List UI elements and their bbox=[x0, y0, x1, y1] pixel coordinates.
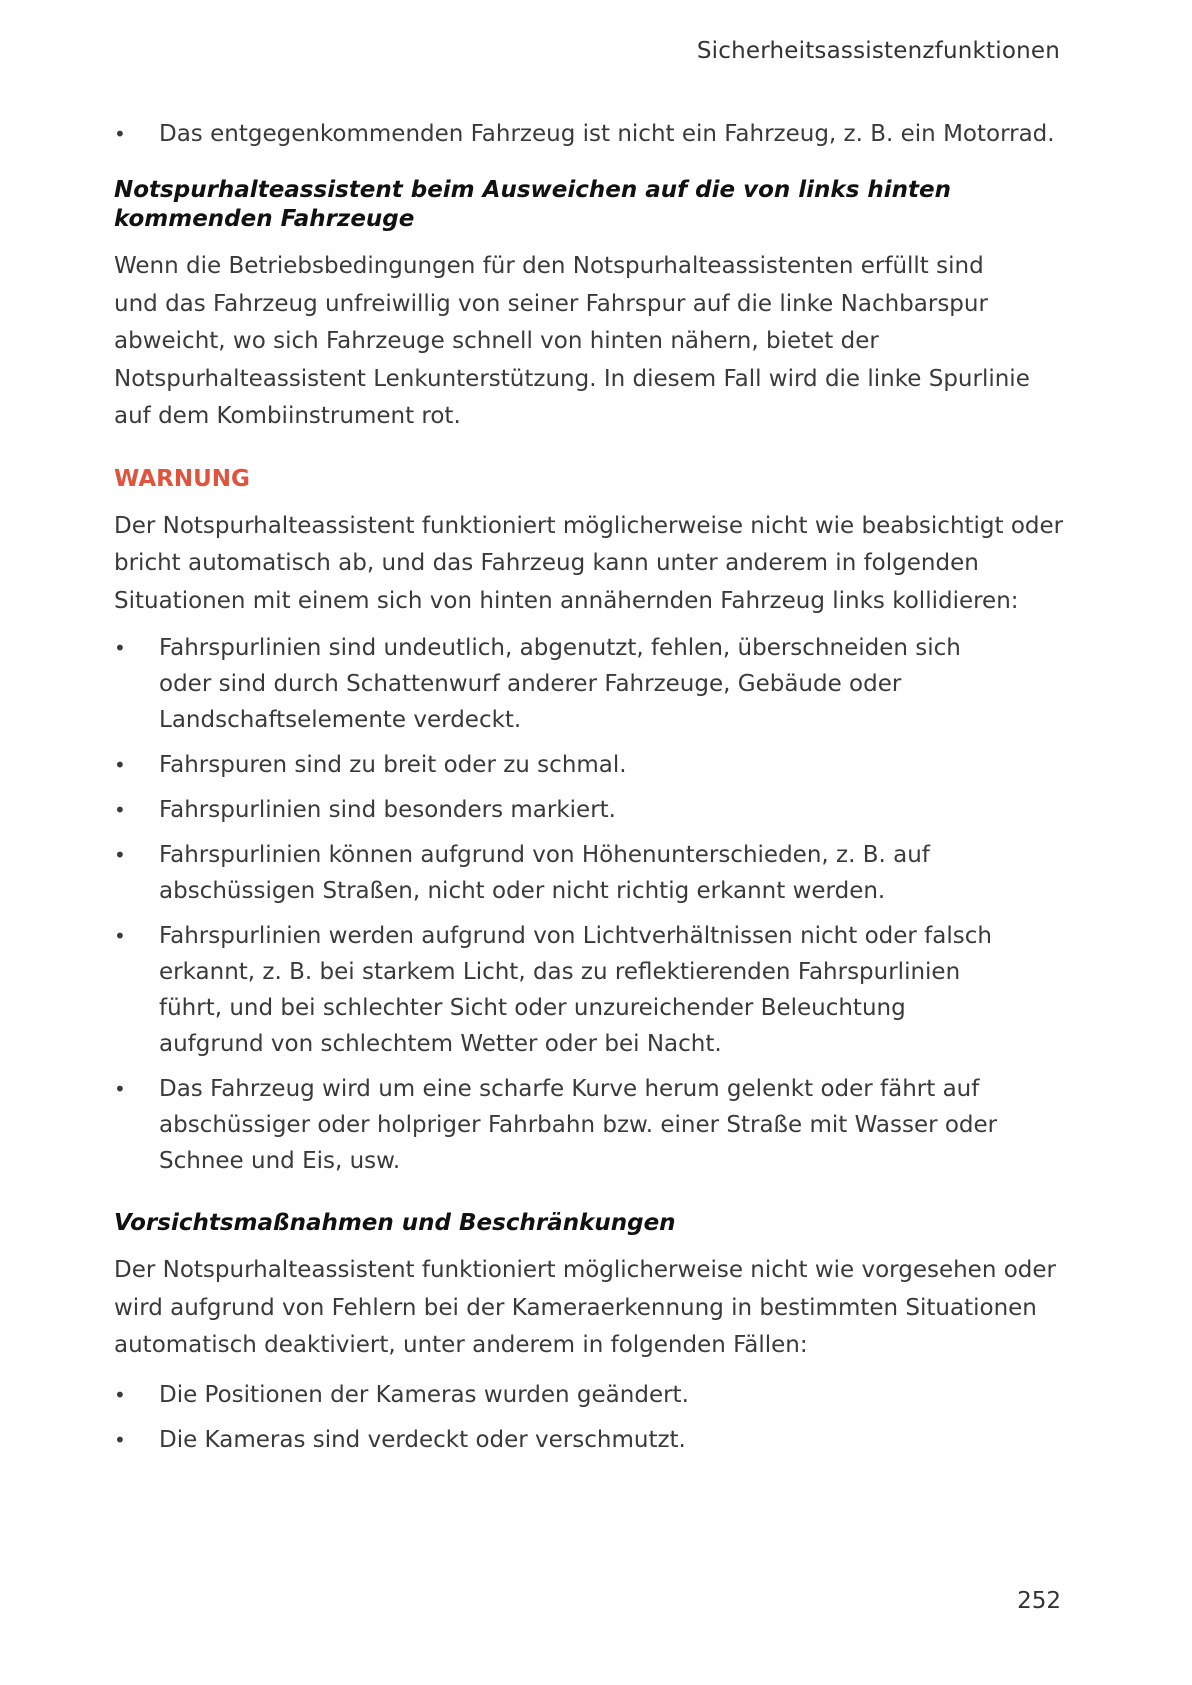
list-item: • Die Kameras sind verdeckt oder verschmutzt. bbox=[114, 1422, 1074, 1458]
list-item: • Das entgegenkommenden Fahrzeug ist nicht ein Fahrzeug, z. B. ein Motorrad. bbox=[114, 116, 1074, 152]
list-item: • Fahrspurlinien werden aufgrund von Lichtverhältnissen nicht oder falsch erkannt, z. B. bei starkem Licht, das zu reflektierenden Fahrspurlinien führt, und bei schlechter Sicht oder unzureichender Beleuchtung aufgrund von schlechtem Wetter oder bei Nacht. bbox=[114, 918, 1014, 1062]
section-body-precautions: Der Notspurhalteassistent funktioniert möglicherweise nicht wie vorgesehen oder wird aufgrund von Fehlern bei der Kameraerkennung in bestimmten Situationen automatisch deaktiviert, unter anderem in folgenden Fällen: bbox=[114, 1257, 1057, 1358]
list-item: • Fahrspurlinien sind undeutlich, abgenutzt, fehlen, überschneiden sich oder sind durch Schattenwurf anderer Fahrzeuge, Gebäude oder Landschaftselemente verdeckt. bbox=[114, 630, 1014, 738]
warning-bullet-list bbox=[114, 630, 1014, 1179]
running-header: Sicherheitsassistenzfunktionen bbox=[696, 38, 1060, 64]
list-item: • Fahrspuren sind zu breit oder zu schmal. bbox=[114, 747, 1014, 783]
page-content bbox=[114, 116, 1074, 1467]
warning-label: WARNUNG bbox=[114, 465, 250, 492]
intro-bullet-list bbox=[114, 116, 1074, 152]
list-item: • Die Positionen der Kameras wurden geändert. bbox=[114, 1377, 1074, 1413]
list-item: • Das Fahrzeug wird um eine scharfe Kurve herum gelenkt oder fährt auf abschüssiger oder holpriger Fahrbahn bzw. einer Straße mit Wasser oder Schnee und Eis, usw. bbox=[114, 1071, 1014, 1179]
list-item: • Fahrspurlinien sind besonders markiert. bbox=[114, 792, 1014, 828]
section-heading-precautions: Vorsichtsmaßnahmen und Beschränkungen bbox=[114, 1210, 676, 1236]
section-body-emergency-lane: Wenn die Betriebsbedingungen für den Notspurhalteassistenten erfüllt sind und das Fahrzeug unfreiwillig von seiner Fahrspur auf die linke Nachbarspur abweicht, wo sich Fahrzeuge schnell von hinten nähern, bietet der Notspurhalteassistent Lenkunterstützung. In diesem Fall wird die linke Spurlinie auf dem Kombiinstrument rot. bbox=[114, 253, 1030, 429]
list-item: • Fahrspurlinien können aufgrund von Höhenunterschieden, z. B. auf abschüssigen Straßen, nicht oder nicht richtig erkannt werden. bbox=[114, 837, 1014, 909]
precautions-bullet-list bbox=[114, 1377, 1074, 1458]
warning-body: Der Notspurhalteassistent funktioniert möglicherweise nicht wie beabsichtigt oder bricht automatisch ab, und das Fahrzeug kann unter anderem in folgenden Situationen mit einem sich von hinten annähernden Fahrzeug links kollidieren: bbox=[114, 512, 1064, 614]
page-number: 252 bbox=[1017, 1588, 1061, 1614]
section-heading-emergency-lane: Notspurhalteassistent beim Ausweichen auf die von links hinten kommenden Fahrzeuge bbox=[114, 177, 952, 232]
